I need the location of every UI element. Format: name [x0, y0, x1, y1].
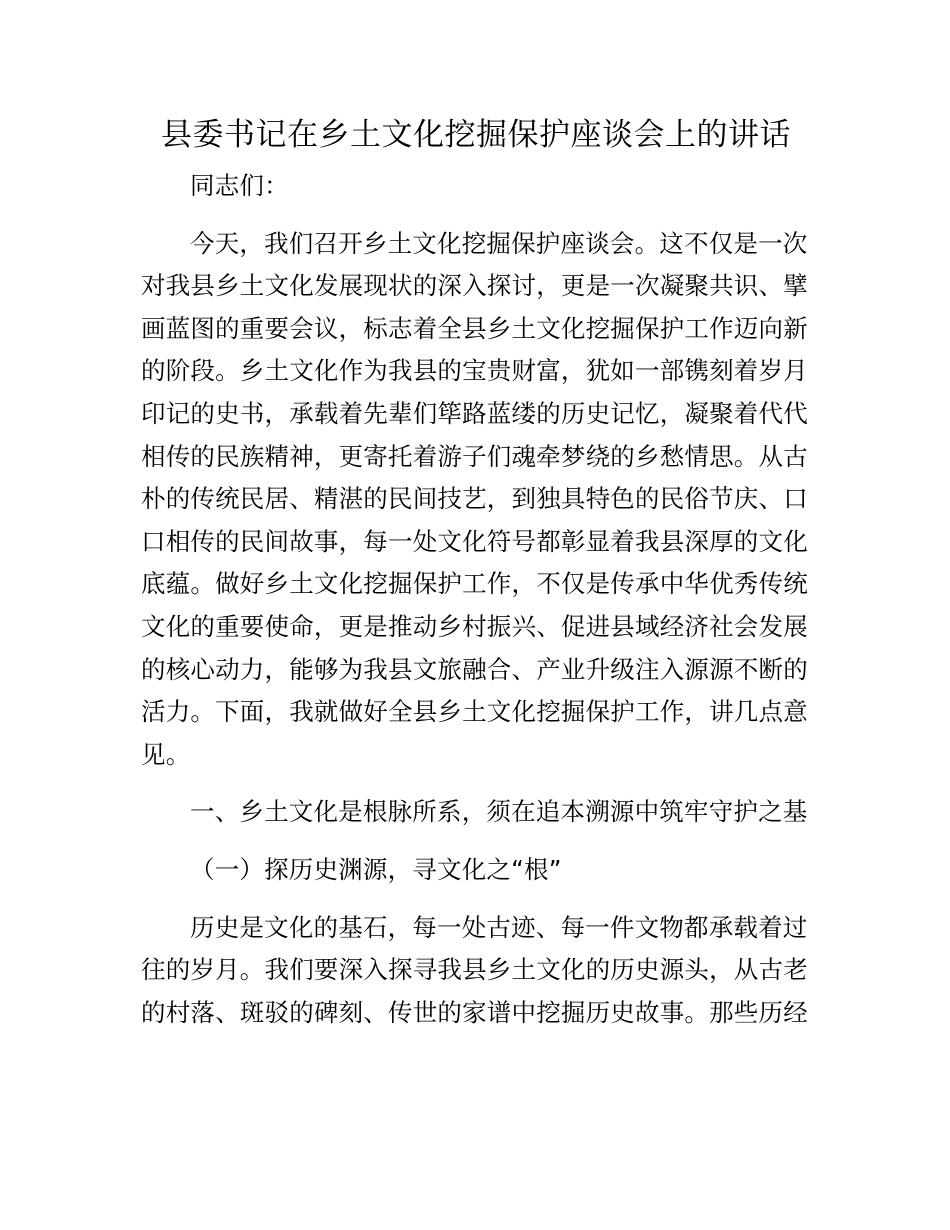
subsection-heading-1: （一）探历史渊源，寻文化之“根” — [190, 854, 562, 884]
paragraph-history — [141, 907, 811, 1035]
paragraph-line: 的阶段。乡土文化作为我县的宝贵财富，犹如一部镌刻着岁月 — [141, 356, 808, 386]
document-title: 县委书记在乡土文化挖掘保护座谈会上的讲话 — [161, 117, 791, 153]
paragraph-line: 的村落、斑驳的碑刻、传世的家谱中挖掘历史故事。那些历经 — [141, 997, 808, 1027]
paragraph-line: 活力。下面，我就做好全县乡土文化挖掘保护工作，讲几点意 — [141, 697, 808, 727]
paragraph-line: 的核心动力，能够为我县文旅融合、产业升级注入源源不断的 — [141, 654, 808, 684]
paragraph-line: 相传的民族精神，更寄托着游子们魂牵梦绕的乡愁情思。从古 — [141, 441, 808, 471]
paragraph-line: 见。 — [141, 739, 191, 769]
paragraph-line: 今天，我们召开乡土文化挖掘保护座谈会。这不仅是一次 — [190, 228, 808, 258]
section-heading-1: 一、乡土文化是根脉所系，须在追本溯源中筑牢守护之基 — [190, 797, 808, 827]
paragraph-line: 文化的重要使命，更是推动乡村振兴、促进县域经济社会发展 — [141, 611, 808, 641]
paragraph-line: 底蕴。做好乡土文化挖掘保护工作，不仅是传承中华优秀传统 — [141, 569, 808, 599]
paragraph-line: 印记的史书，承载着先辈们筚路蓝缕的历史记忆，凝聚着代代 — [141, 398, 808, 428]
paragraph-intro — [141, 223, 811, 777]
paragraph-line: 口相传的民间故事，每一处文化符号都彰显着我县深厚的文化 — [141, 526, 808, 556]
salutation: 同志们： — [190, 171, 289, 200]
paragraph-line: 画蓝图的重要会议，标志着全县乡土文化挖掘保护工作迈向新 — [141, 313, 808, 343]
paragraph-line: 朴的传统民居、精湛的民间技艺，到独具特色的民俗节庆、口 — [141, 484, 808, 514]
paragraph-line: 往的岁月。我们要深入探寻我县乡土文化的历史源头，从古老 — [141, 955, 808, 985]
document-page — [141, 110, 811, 1034]
paragraph-line: 对我县乡土文化发展现状的深入探讨，更是一次凝聚共识、擘 — [141, 271, 808, 301]
paragraph-line: 历史是文化的基石，每一处古迹、每一件文物都承载着过 — [190, 912, 808, 942]
